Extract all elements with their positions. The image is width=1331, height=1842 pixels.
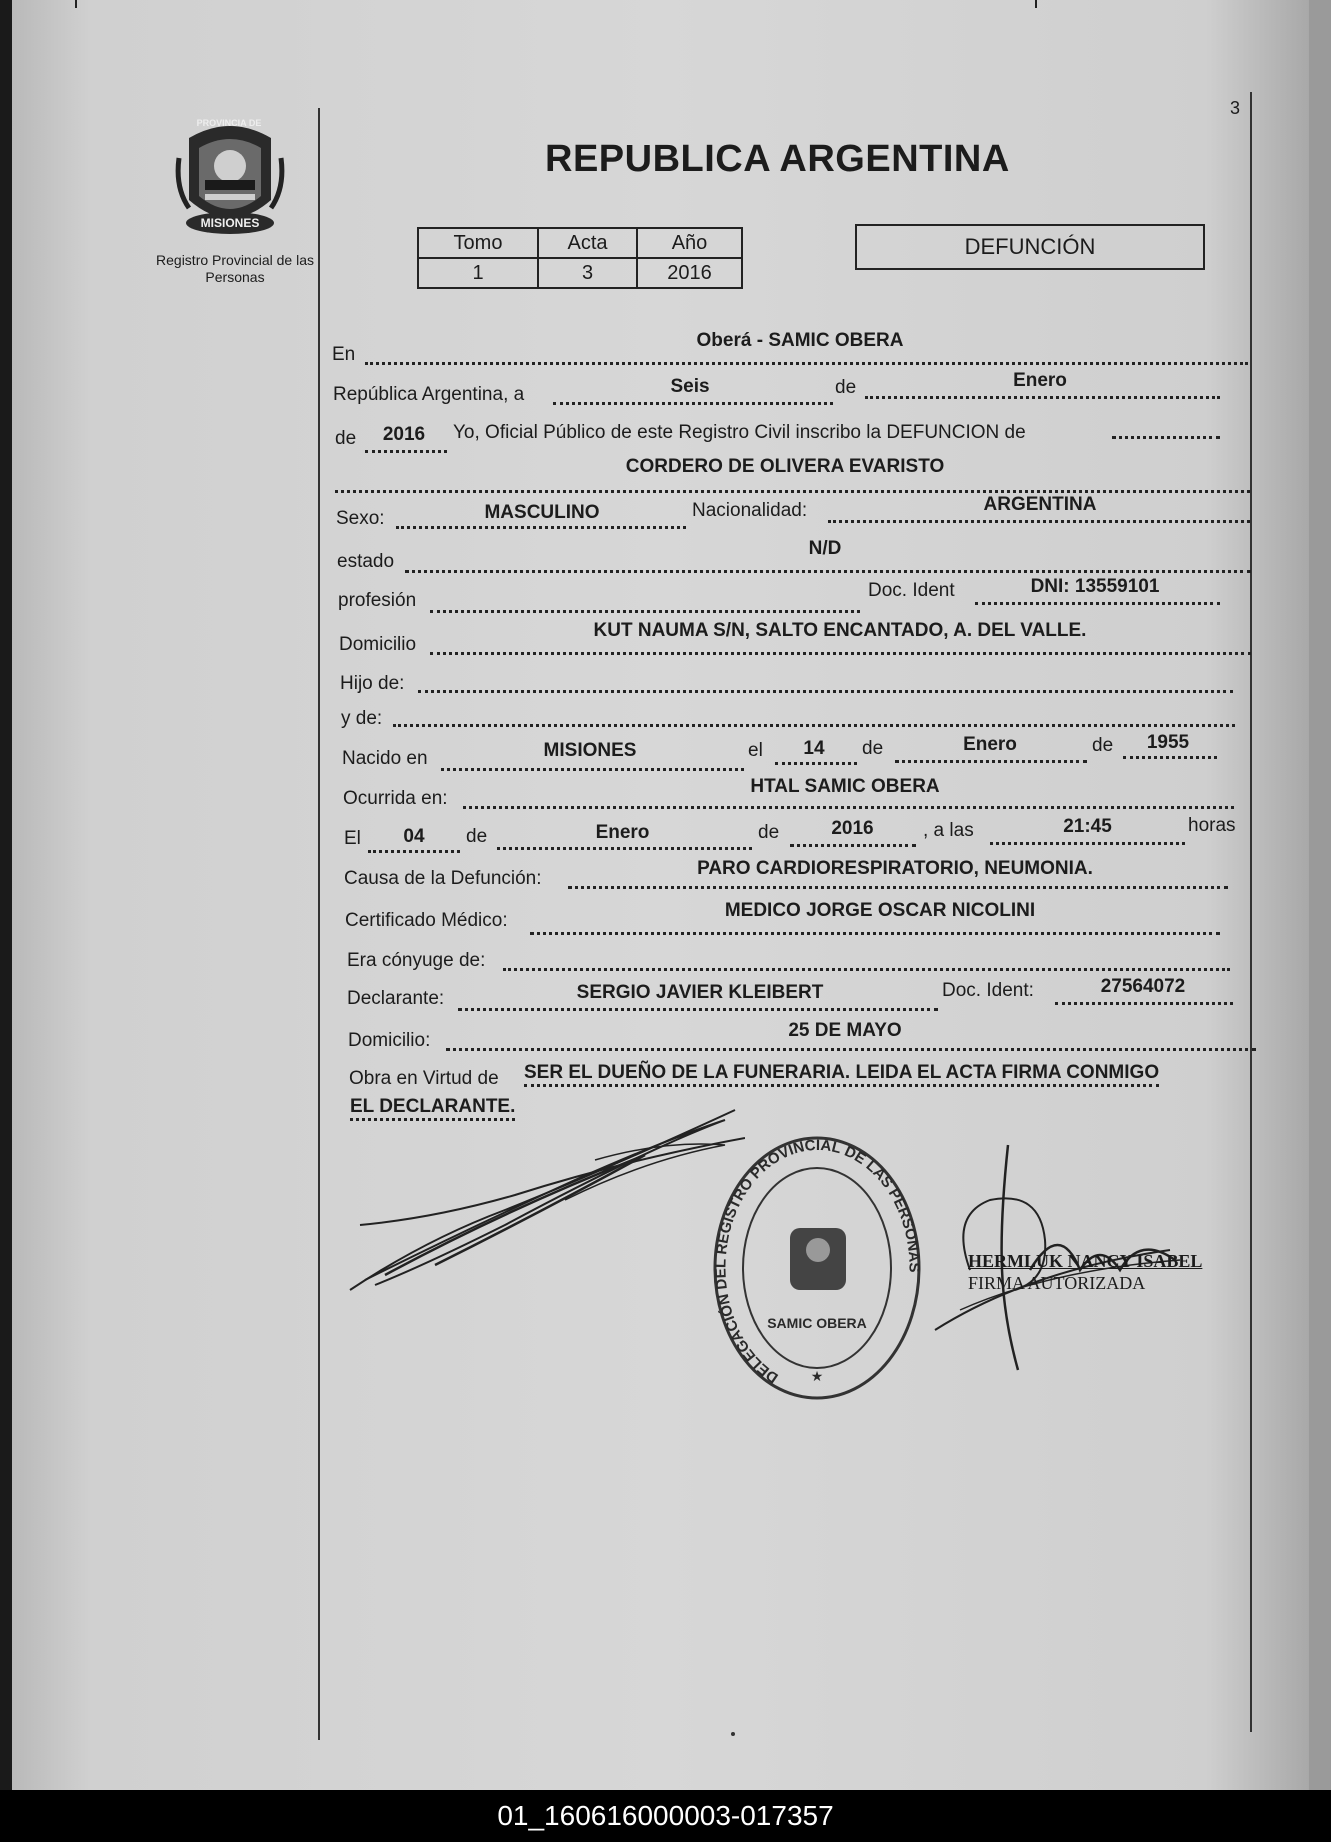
dotted-line — [1112, 436, 1220, 439]
birth-day: 14 — [803, 738, 825, 759]
conyuge-label: Era cónyuge de: — [347, 950, 486, 971]
svg-text:★: ★ — [810, 1368, 824, 1384]
hijo-label: Hijo de: — [340, 673, 405, 694]
right-margin-line — [1250, 92, 1252, 1732]
republica-label: República Argentina, a — [333, 384, 525, 405]
doc-ident2-label: Doc. Ident: — [942, 980, 1034, 1001]
page-edge — [1309, 0, 1331, 1790]
dotted-line — [828, 520, 1250, 523]
dotted-line — [553, 402, 833, 405]
de-label: de — [335, 428, 357, 449]
anio-header: Año — [637, 228, 742, 258]
dotted-line — [430, 610, 860, 613]
profesion-label: profesión — [338, 590, 417, 611]
dotted-line — [368, 850, 460, 853]
a-las-label: , a las — [923, 820, 974, 841]
tomo-header: Tomo — [418, 228, 538, 258]
doc-ident2-value: 27564072 — [1100, 976, 1186, 997]
nacionalidad-label: Nacionalidad: — [692, 500, 808, 521]
stamp-ring-text: DELEGACIÓN DEL REGISTRO PROVINCIAL DE LAS PERSONAS — [712, 1136, 923, 1387]
day-value: Seis — [670, 376, 710, 397]
declarant-signature — [345, 1100, 745, 1300]
year-value: 2016 — [382, 424, 426, 445]
scan-mark — [1035, 0, 1037, 8]
dotted-line — [441, 768, 744, 771]
anio-value: 2016 — [637, 258, 742, 288]
official-stamp-text — [968, 1250, 1202, 1294]
de-label: de — [758, 822, 780, 843]
declarante-value: SERGIO JAVIER KLEIBERT — [576, 982, 824, 1003]
emblem-bottom-text: MISIONES — [200, 216, 260, 230]
nacido-label: Nacido en — [342, 748, 428, 769]
dotted-line — [405, 570, 1251, 573]
dotted-line — [365, 362, 1248, 365]
left-margin-line — [318, 108, 320, 1740]
dotted-line — [430, 652, 1251, 655]
stamp-inner-text: SAMIC OBERA — [767, 1315, 867, 1331]
dot-mark — [731, 1732, 735, 1736]
de-label: de — [1092, 735, 1114, 756]
record-table — [417, 227, 743, 289]
page-title: REPUBLICA ARGENTINA — [545, 138, 1010, 180]
footer-id-bar: 01_160616000003-017357 — [0, 1790, 1331, 1842]
dotted-line — [895, 760, 1087, 763]
causa-value: PARO CARDIORESPIRATORIO, NEUMONIA. — [697, 858, 1093, 879]
page-number: 3 — [1230, 98, 1241, 118]
domicilio-label: Domicilio — [339, 634, 417, 655]
nacionalidad-value: ARGENTINA — [983, 494, 1097, 515]
doc-ident-label: Doc. Ident — [868, 580, 955, 601]
dotted-line — [775, 762, 857, 765]
dotted-line — [568, 886, 1228, 889]
el-label: el — [748, 740, 763, 761]
y-de-label: y de: — [341, 708, 383, 729]
doc-ident-value: DNI: 13559101 — [1030, 576, 1160, 597]
obra-value-line2: EL DECLARANTE. — [350, 1096, 515, 1121]
sexo-value: MASCULINO — [484, 502, 600, 523]
dotted-line — [458, 1008, 938, 1011]
death-day: 04 — [403, 826, 425, 847]
el-cap-label: El — [344, 828, 361, 849]
declarante-label: Declarante: — [347, 988, 445, 1009]
certificado-value: MEDICO JORGE OSCAR NICOLINI — [724, 900, 1036, 921]
dotted-line — [975, 602, 1220, 605]
dotted-line — [503, 968, 1230, 971]
dotted-line — [446, 1048, 1256, 1051]
horas-label: horas — [1188, 815, 1236, 836]
sexo-label: Sexo: — [336, 508, 385, 529]
act-type-box: DEFUNCIÓN — [855, 224, 1205, 270]
scan-mark — [75, 0, 77, 8]
dotted-line — [365, 450, 447, 453]
dotted-line — [1055, 1002, 1233, 1005]
death-time: 21:45 — [1063, 816, 1112, 837]
estado-value: N/D — [808, 538, 842, 559]
nacido-value: MISIONES — [543, 740, 637, 761]
official-name: HERMLUK NANCY ISABEL — [968, 1251, 1203, 1271]
ocurrida-label: Ocurrida en: — [343, 788, 448, 809]
dotted-line — [463, 806, 1234, 809]
month-value: Enero — [1013, 370, 1067, 391]
death-month: Enero — [595, 822, 650, 843]
en-label: En — [332, 344, 356, 365]
obra-label: Obra en Virtud de — [349, 1068, 499, 1089]
de-label: de — [466, 826, 488, 847]
acta-header: Acta — [538, 228, 637, 258]
acta-value: 3 — [538, 258, 637, 288]
domicilio2-label: Domicilio: — [348, 1030, 431, 1051]
dotted-line — [418, 690, 1233, 693]
birth-year: 1955 — [1146, 732, 1190, 753]
ocurrida-value: HTAL SAMIC OBERA — [750, 776, 940, 797]
domicilio-value: KUT NAUMA S/N, SALTO ENCANTADO, A. DEL VALLE. — [593, 620, 1087, 641]
dotted-line — [396, 526, 686, 529]
inscribo-text: Yo, Oficial Público de este Registro Civil inscribo la DEFUNCION de — [453, 422, 1026, 443]
estado-label: estado — [337, 551, 395, 572]
dotted-line — [393, 724, 1235, 727]
official-stamp — [710, 1128, 925, 1403]
birth-month: Enero — [963, 734, 1017, 755]
death-year: 2016 — [831, 818, 874, 839]
dotted-line — [1123, 756, 1217, 759]
dotted-line — [335, 490, 1250, 493]
official-role: FIRMA AUTORIZADA — [968, 1273, 1146, 1293]
place-value: Oberá - SAMIC OBERA — [696, 330, 904, 351]
certificado-label: Certificado Médico: — [345, 910, 508, 931]
dotted-line — [865, 396, 1220, 399]
causa-label: Causa de la Defunción: — [344, 868, 542, 889]
de-label: de — [862, 738, 884, 759]
de-label: de — [835, 377, 857, 398]
emblem-top-text: PROVINCIA DE — [196, 118, 262, 128]
obra-value-line1: SER EL DUEÑO DE LA FUNERARIA. LEIDA EL ACTA FIRMA CONMIGO — [524, 1062, 1159, 1087]
deceased-name: CORDERO DE OLIVERA EVARISTO — [625, 456, 945, 477]
domicilio2-value: 25 DE MAYO — [788, 1020, 902, 1041]
tomo-value: 1 — [418, 258, 538, 288]
dotted-line — [530, 932, 1220, 935]
dotted-line — [990, 842, 1185, 845]
registry-label: Registro Provincial de las Personas — [156, 252, 314, 285]
dotted-line — [497, 847, 752, 850]
dotted-line — [790, 844, 916, 847]
